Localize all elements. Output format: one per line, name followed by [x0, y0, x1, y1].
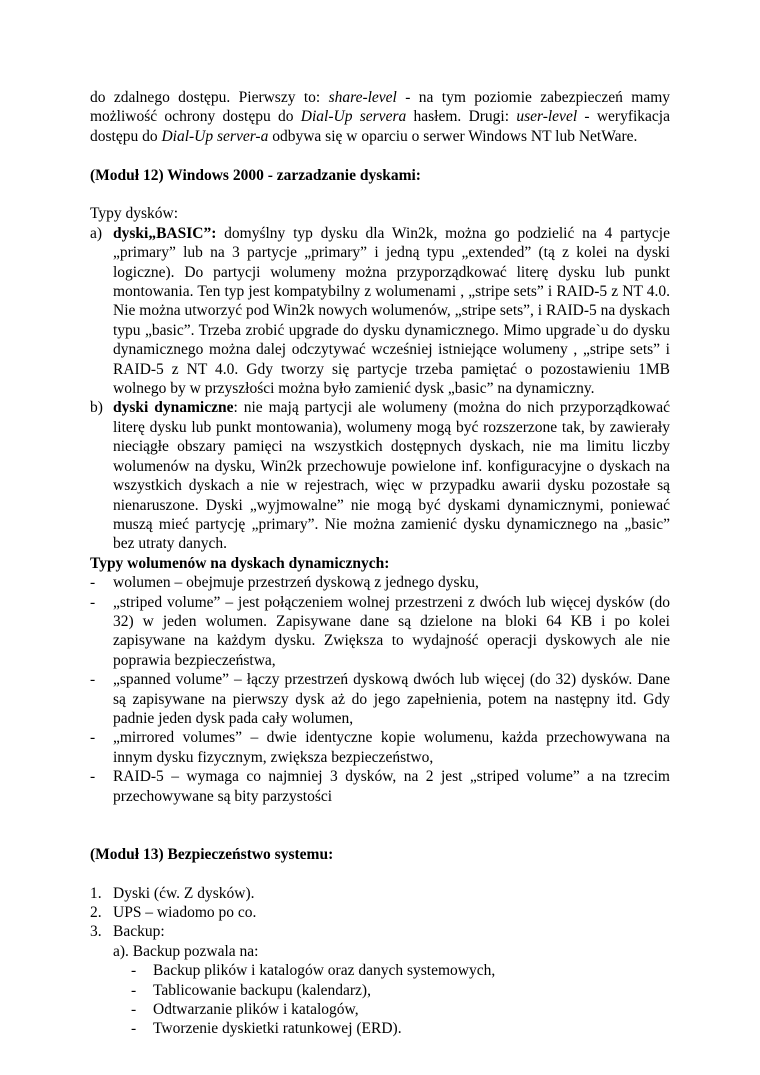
- disk-type-text: : nie mają partycji ale wolumeny (można do nich przyporządkować literę dysku lub punkt montowania), wolumeny mogą być rozszerzone tak, by zawierały nieciągłe obszary pamięci na wszystkich dostępnych dyskach, nie ma limitu liczby wolumenów na dysku, Win2k przechowuje powielone inf. konfiguracyjne o dyskach na wszystkich dyskach a nie w rejestrach, więc w przypadku awarii dysku pozostałe są nienaruszone. Dyski „wyjmowalne” nie mogą być dyskami dynamicznymi, poniewać muszą mieć partycję „primary”. Nie można zamienić dysku dynamicznego na „basic” bez utraty danych.: [113, 399, 670, 553]
- backup-sub-item: [90, 1019, 670, 1038]
- intro-run: - na tym poziomie zabezpieczeń mamy możliwość ochrony dostępu do: [90, 89, 671, 126]
- disk-type-item-b: [90, 398, 670, 553]
- volume-type-item: [90, 573, 670, 592]
- volume-type-text: „striped volume” – jest połączeniem wolnej przestrzeni z dwóch lub więcej dysków (do 32) w jeden wolumen. Zapisywane dane są dzielone na bloki 64 KB i po kolei zapisywane na każdym dysku. Zwiększa to wydajność operacji dyskowych ale nie poprawia bezpieczeństwa,: [113, 593, 670, 669]
- module13-heading: (Moduł 13) Bezpieczeństwo systemu:: [90, 845, 334, 863]
- volume-type-item: [90, 767, 670, 806]
- security-item-text: UPS – wiadomo po co.: [113, 904, 257, 921]
- dash-marker: -: [131, 962, 137, 980]
- intro-run-italic: share-level: [328, 89, 397, 106]
- security-item-text: Backup:: [113, 923, 165, 941]
- backup-sub-text: Tablicowanie backupu (kalendarz),: [153, 981, 371, 999]
- intro-run: hasłem. Drugi:: [406, 108, 517, 126]
- volume-type-item: [90, 728, 670, 767]
- dash-marker: -: [90, 574, 96, 592]
- disk-type-term: dyski dynamiczne: [113, 399, 234, 417]
- disk-types-label: Typy dysków:: [90, 205, 179, 223]
- module12-heading: (Moduł 12) Windows 2000 - zarzadzanie dyskami:: [90, 166, 421, 184]
- blank-line: [90, 185, 670, 204]
- blank-line: [90, 864, 670, 883]
- dash-marker: -: [90, 593, 96, 611]
- intro-run-italic: Dial-Up servera: [300, 108, 407, 126]
- volume-type-item: [90, 670, 670, 728]
- disk-type-term: dyski„BASIC”:: [113, 224, 217, 242]
- intro-run: odbywa się w oparciu o serwer Windows NT lub NetWare.: [268, 127, 638, 145]
- security-item-text: Dyski (ćw. Z dysków).: [113, 884, 255, 902]
- blank-lines: [90, 806, 670, 845]
- dash-marker: -: [90, 768, 96, 786]
- volume-type-text: „mirrored volumes” – dwie identyczne kopie wolumenu, każda przechowywana na innym dysku fizycznym, zwiększa bezpieczeństwo,: [113, 729, 670, 766]
- list-marker: b): [90, 399, 103, 417]
- backup-sub-item: [90, 981, 670, 1000]
- list-marker: a): [90, 224, 103, 242]
- backup-sub-label: a). Backup pozwala na:: [113, 942, 259, 960]
- volume-type-text: „spanned volume” – łączy przestrzeń dyskową dwóch lub więcej (do 32) dysków. Dane są zapisywane na pierwszy dysk aż do jego zapełnienia, potem na następny itd. Gdy padnie jeden dysk pada cały wolumen,: [113, 671, 670, 727]
- dash-marker: -: [131, 981, 137, 999]
- dash-marker: -: [90, 671, 96, 689]
- backup-sub-text: Tworzenie dyskietki ratunkowej (ERD).: [153, 1020, 402, 1038]
- volume-type-text: RAID-5 – wymaga co najmniej 3 dysków, na 2 jest „striped volume” a na tzrecim przechowywane są bity parzystości: [113, 768, 670, 805]
- intro-run: - weryfikacja dostępu do: [90, 108, 670, 145]
- intro-paragraph: [90, 88, 670, 146]
- dash-marker: -: [131, 1001, 137, 1019]
- dash-marker: -: [131, 1020, 137, 1038]
- number-marker: 1.: [90, 884, 102, 902]
- blank-line: [90, 146, 670, 165]
- security-item-1: [90, 884, 670, 903]
- intro-run-italic: Dial-Up server-a: [161, 127, 269, 145]
- number-marker: 2.: [90, 904, 102, 921]
- volume-type-item: [90, 593, 670, 671]
- backup-sub-text: Odtwarzanie plików i katalogów,: [153, 1001, 359, 1019]
- volume-types-heading: Typy wolumenów na dyskach dynamicznych:: [90, 554, 390, 572]
- security-item-3: [90, 922, 670, 941]
- dash-marker: -: [90, 729, 96, 747]
- intro-run-italic: user-level: [516, 108, 578, 126]
- disk-type-text: domyślny typ dysku dla Win2k, można go podzielić na 4 partycje „primary” lub na 3 partycje „primary” i jedną typu „extended” (tą z kolei na dyski logiczne). Do partycji wolumeny można przyporządkować literę dysku lub punkt montowania. Ten typ jest kompatybilny z wolumenami , „stripe sets” i RAID-5 z NT 4.0. Nie można utworzyć pod Win2k nowych wolumenów, „stripe sets”, i RAID-5 na dyskach typu „basic”. Trzeba zrobić upgrade do dysku dynamicznego. Mimo upgrade`u do dysku dynamicznego można dalej odczytywać wcześniej istniejące wolumeny , „stripe sets” i RAID-5 z NT 4.0. Gdy tworzy się partycje trzeba pamiętać o pozostawieniu 1MB wolnego by w przyszłości można było zamienić dysk „basic” na dynamiczny.: [113, 224, 670, 398]
- security-item-2: [90, 903, 670, 922]
- backup-sub-text: Backup plików i katalogów oraz danych systemowych,: [153, 962, 496, 980]
- disk-type-item-a: [90, 224, 670, 399]
- volume-type-text: wolumen – obejmuje przestrzeń dyskową z jednego dysku,: [113, 574, 479, 592]
- number-marker: 3.: [90, 923, 102, 941]
- intro-run: do zdalnego dostępu. Pierwszy to:: [90, 89, 329, 106]
- backup-sub-item: [90, 1000, 670, 1019]
- backup-sub-item: [90, 961, 670, 980]
